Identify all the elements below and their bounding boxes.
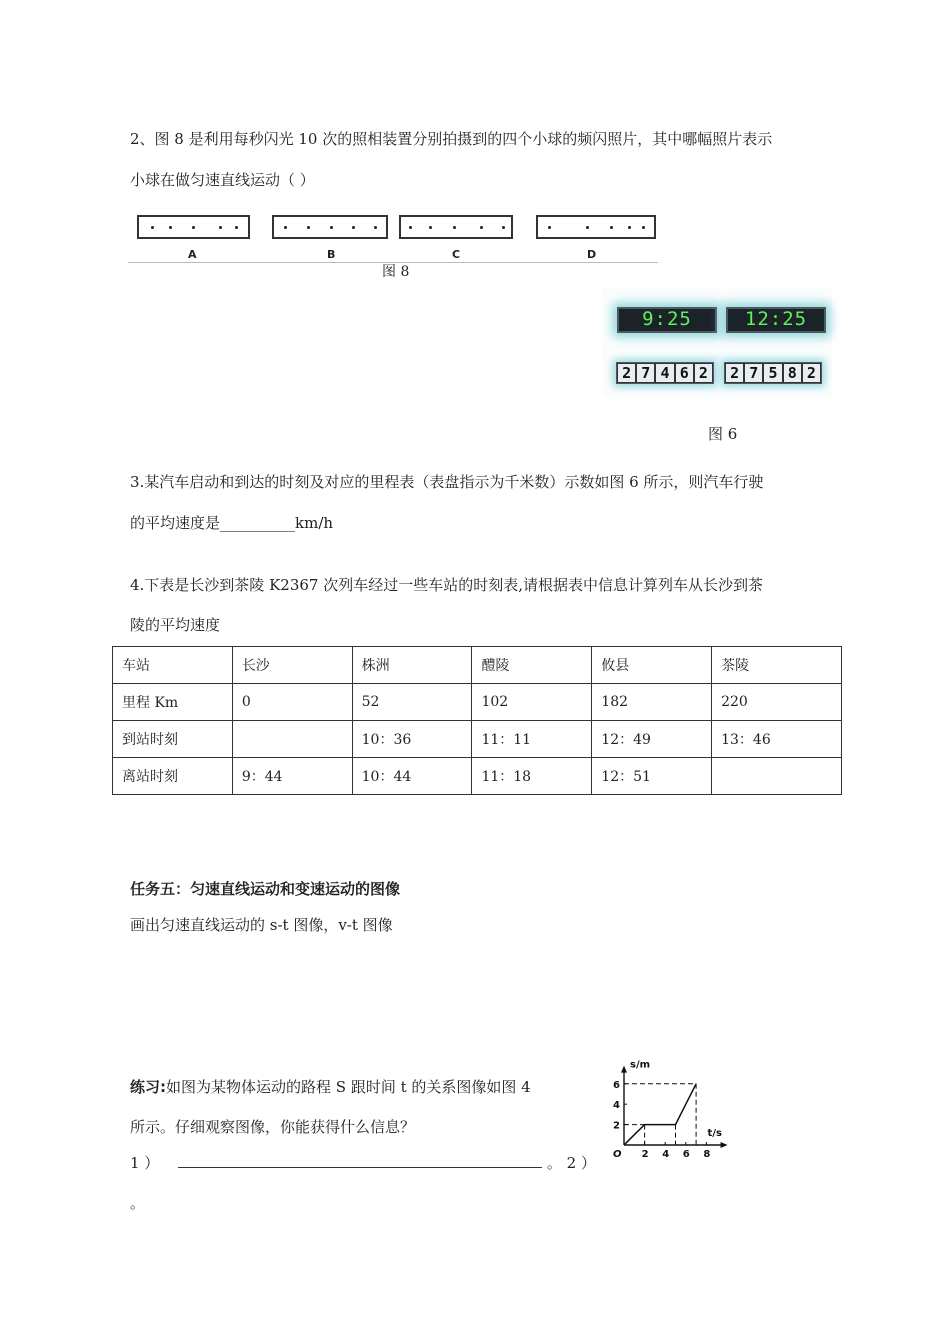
origin-label: O <box>613 1149 622 1160</box>
q3-answer-blank[interactable]: __________ <box>220 514 296 532</box>
odometer-digit: 6 <box>676 364 693 382</box>
table-cell: 11：18 <box>472 758 592 795</box>
table-cell: 9：44 <box>232 758 352 795</box>
q3-unit: km/h <box>295 514 334 532</box>
odometer-digit: 7 <box>637 364 654 382</box>
end-odometer <box>724 362 822 384</box>
start-odometer <box>616 362 714 384</box>
table-cell: 长沙 <box>232 647 352 684</box>
q2-line1: 2、图 8 是利用每秒闪光 10 次的照相装置分别拍摄到的四个小球的频闪照片，其中哪幅照片表示 <box>130 130 773 148</box>
table-cell: 220 <box>712 684 842 721</box>
table-cell: 10：36 <box>352 721 472 758</box>
table-cell: 12：51 <box>592 758 712 795</box>
table-cell <box>232 721 352 758</box>
s-t-chart <box>605 1045 820 1165</box>
strip-c <box>399 215 513 239</box>
q3-line1: 3.某汽车启动和到达的时刻及对应的里程表（表盘指示为千米数）示数如图 6 所示，则汽车行驶 <box>130 473 764 491</box>
train-schedule-table <box>112 646 842 795</box>
x-tick-label: 8 <box>703 1149 711 1160</box>
table-row <box>113 684 842 721</box>
q3-prefix: 的平均速度是 <box>130 514 221 532</box>
answer-1-number: 1 ） <box>130 1154 160 1172</box>
table-cell: 醴陵 <box>472 647 592 684</box>
start-clock: 9:25 <box>617 307 717 333</box>
table-cell: 11：11 <box>472 721 592 758</box>
q4-line1: 4.下表是长沙到茶陵 K2367 次列车经过一些车站的时刻表,请根据表中信息计算列车从长沙到茶 <box>130 576 763 594</box>
q2-line2: 小球在做匀速直线运动（ ） <box>130 171 315 189</box>
y-tick-label: 4 <box>613 1100 620 1112</box>
table-cell: 车站 <box>113 647 233 684</box>
strip-a <box>137 215 250 239</box>
x-tick-label: 4 <box>662 1149 670 1160</box>
table-row <box>113 647 842 684</box>
strip-d-label: D <box>587 248 597 261</box>
strip-a-label: A <box>188 248 197 261</box>
odometer-digit: 2 <box>618 364 635 382</box>
series-line <box>624 1084 696 1145</box>
table-cell: 12：49 <box>592 721 712 758</box>
odometer-digit: 5 <box>764 364 781 382</box>
strip-b <box>272 215 388 239</box>
q4-line2: 陵的平均速度 <box>130 616 221 634</box>
table-cell: 里程 Km <box>113 684 233 721</box>
table-row <box>113 721 842 758</box>
x-tick-label: 2 <box>641 1149 649 1160</box>
table-cell: 攸县 <box>592 647 712 684</box>
strip-c-label: C <box>452 248 461 261</box>
table-cell <box>712 758 842 795</box>
end-clock: 12:25 <box>726 307 826 333</box>
table-cell: 182 <box>592 684 712 721</box>
practice-line1 <box>130 1076 531 1097</box>
practice-line2: 所示。仔细观察图像，你能获得什么信息？ <box>130 1118 416 1136</box>
x-axis-label: t/s <box>707 1128 722 1139</box>
practice-label: 练习: <box>130 1078 166 1096</box>
table-cell: 茶陵 <box>712 647 842 684</box>
odometer-digit: 2 <box>803 364 820 382</box>
practice-answers <box>130 1152 596 1173</box>
strip-b-label: B <box>327 248 336 261</box>
table-cell: 离站时刻 <box>113 758 233 795</box>
odometer-digit: 4 <box>656 364 673 382</box>
answer-separator: 。 2 ） <box>546 1154 596 1172</box>
q3-line2 <box>130 512 333 533</box>
y-tick-label: 2 <box>613 1120 620 1132</box>
x-axis-arrow <box>721 1142 728 1148</box>
task5-heading: 任务五：匀速直线运动和变速运动的图像 <box>130 880 401 898</box>
table-cell: 0 <box>232 684 352 721</box>
odometer-digit: 8 <box>784 364 801 382</box>
y-axis-label: s/m <box>630 1059 651 1071</box>
table-cell: 株洲 <box>352 647 472 684</box>
practice-end-mark: 。 <box>130 1194 146 1212</box>
table-cell: 52 <box>352 684 472 721</box>
table-row <box>113 758 842 795</box>
answer-1-blank[interactable] <box>178 1153 542 1168</box>
x-tick-label: 6 <box>682 1149 690 1160</box>
figure-6-caption: 图 6 <box>708 425 738 443</box>
table-cell: 13：46 <box>712 721 842 758</box>
odometer-digit: 2 <box>695 364 712 382</box>
figure-8-caption: 图 8 <box>382 264 410 280</box>
odometer-digit: 7 <box>745 364 762 382</box>
task5-instruction: 画出匀速直线运动的 s-t 图像，v-t 图像 <box>130 916 393 934</box>
y-axis-arrow <box>621 1066 627 1073</box>
strip-d <box>536 215 656 239</box>
table-cell: 10：44 <box>352 758 472 795</box>
table-cell: 到站时刻 <box>113 721 233 758</box>
odometer-digit: 2 <box>726 364 743 382</box>
y-tick-label: 6 <box>613 1079 620 1091</box>
practice-text: 如图为某物体运动的路程 S 跟时间 t 的关系图像如图 4 <box>166 1078 531 1096</box>
table-cell: 102 <box>472 684 592 721</box>
